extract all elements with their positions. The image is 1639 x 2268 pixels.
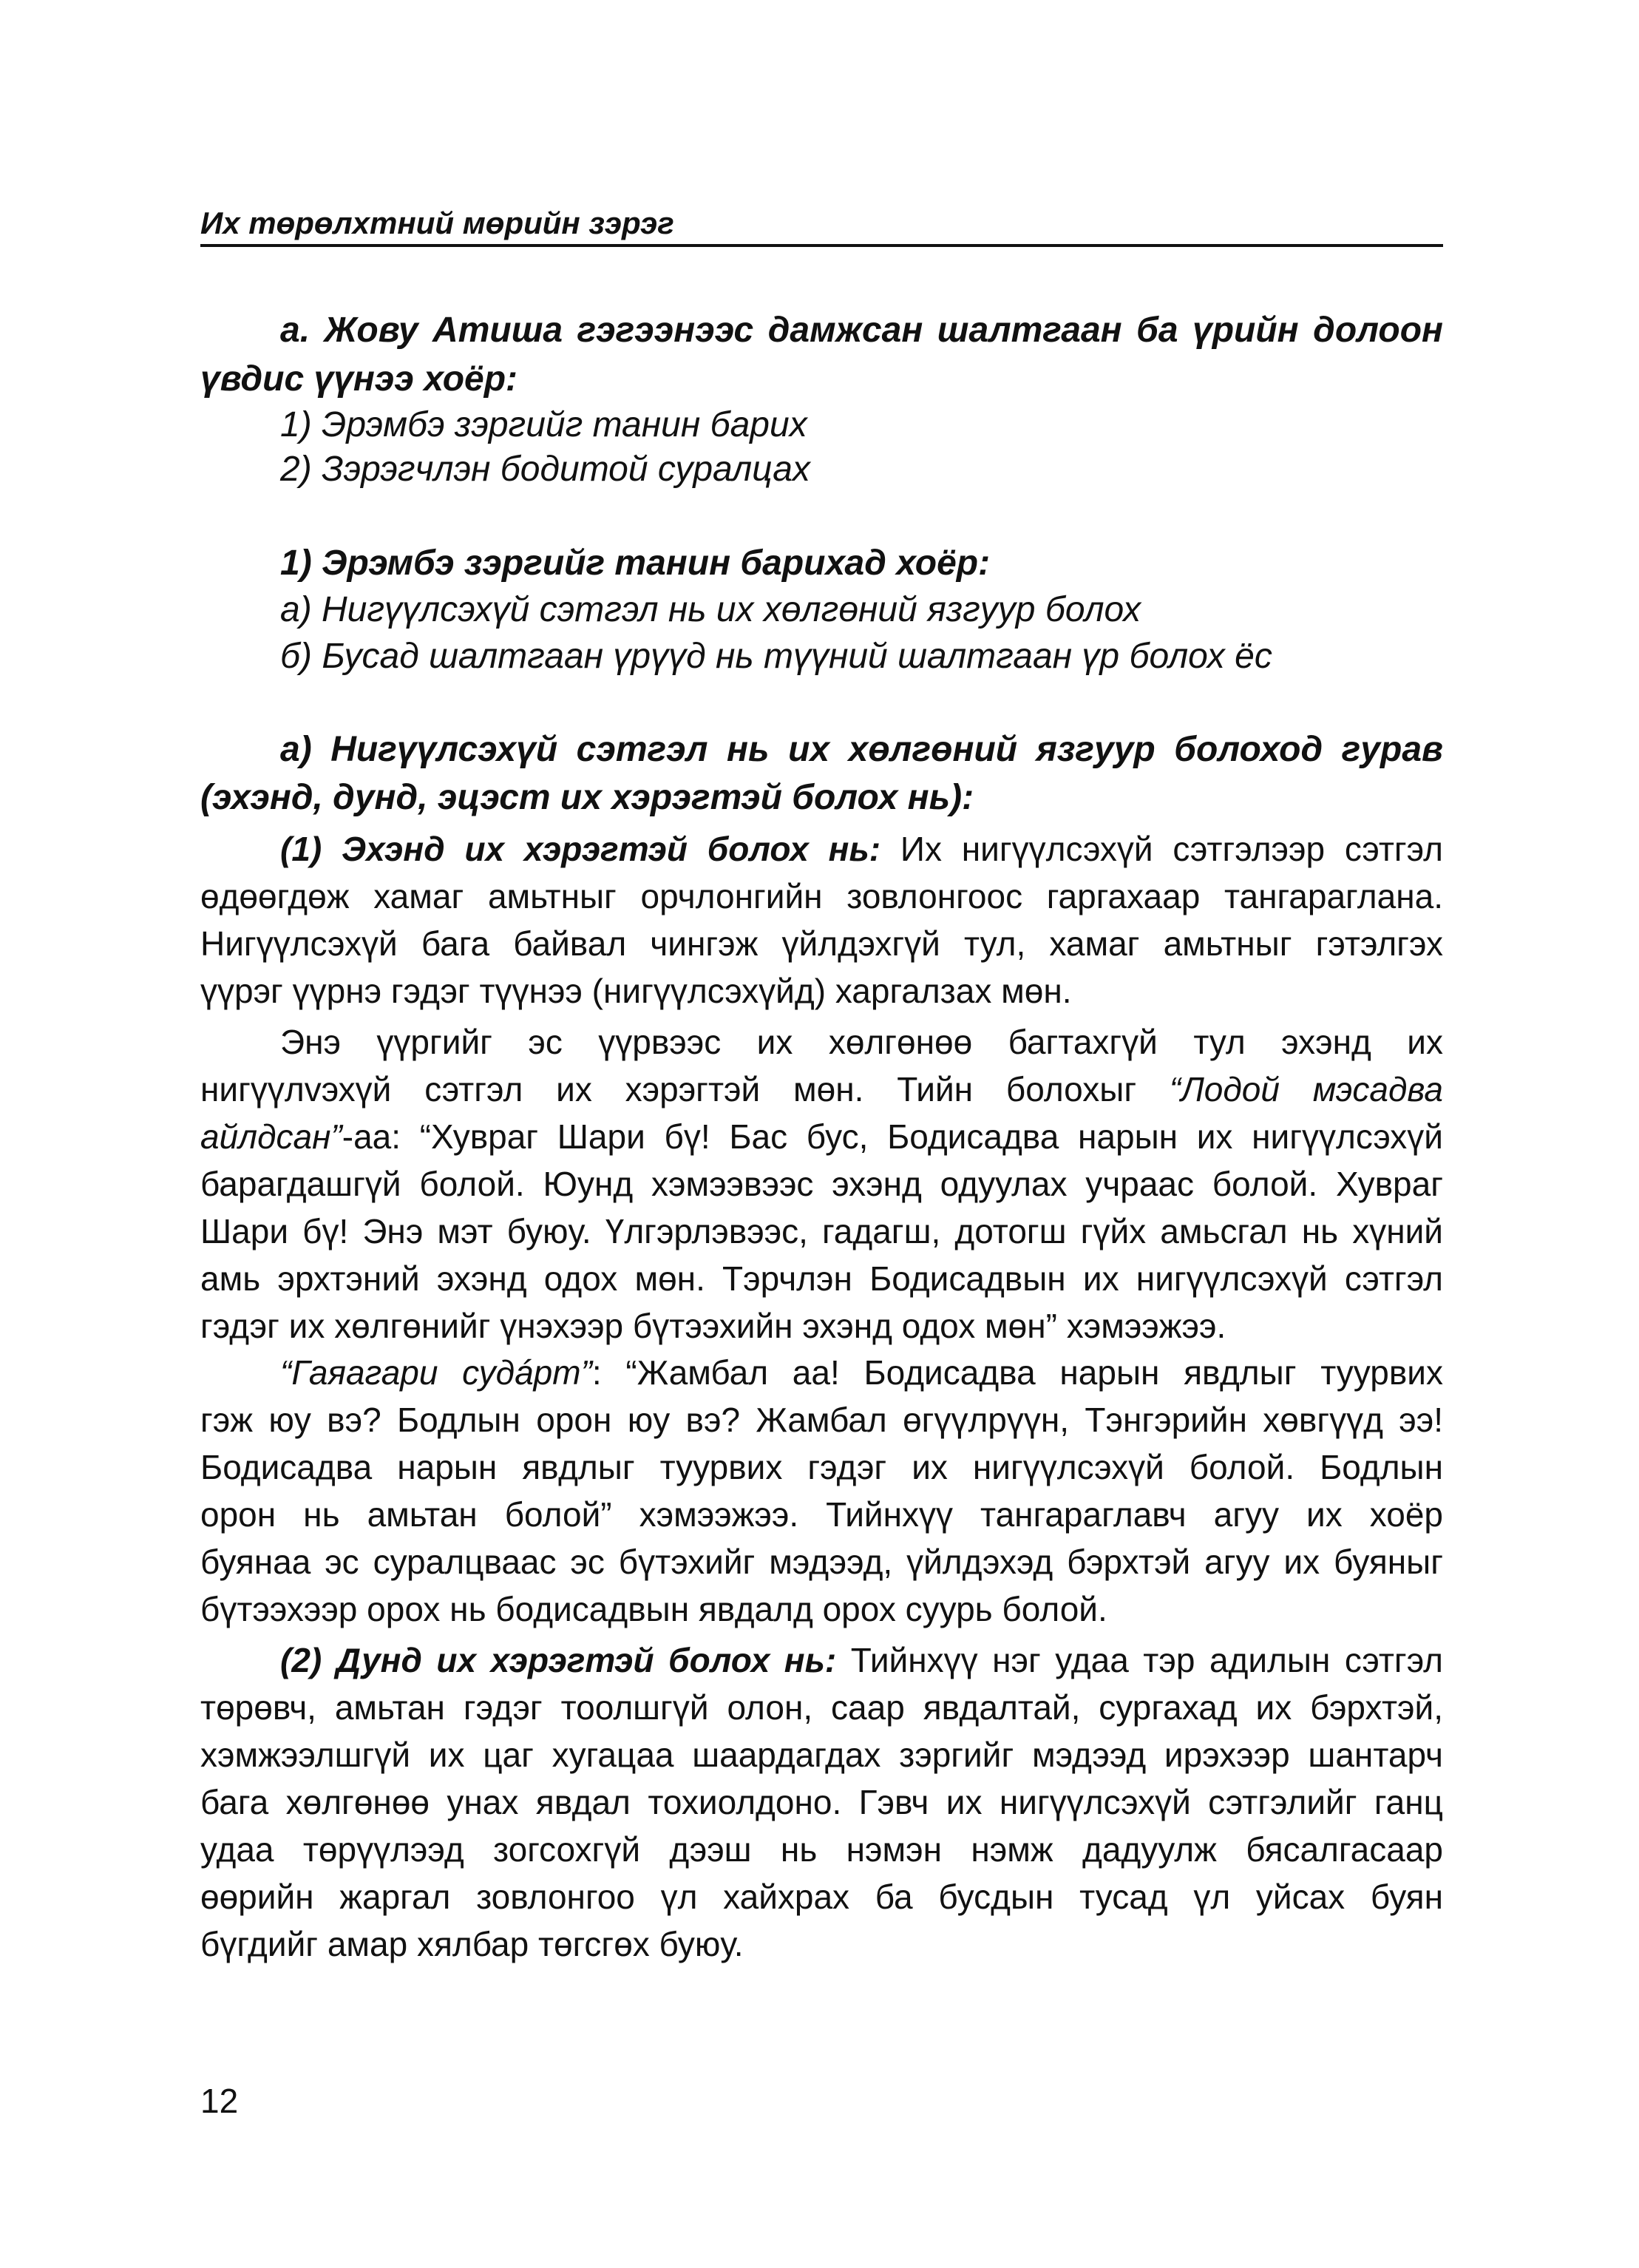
paragraph-line: гэж юу вэ? Бодлын орон юу вэ? Жамбал өгүүлрүүн, Тэнгэрийн хөвгүүд ээ!	[200, 1401, 1443, 1439]
paragraph-line: Бодисадва нарын явдлыг туурвих гэдэг их нигүүлсэхүй болой. Бодлын	[200, 1448, 1443, 1486]
citation-title: айлдсан”	[200, 1117, 342, 1156]
paragraph-line: төрөвч, амьтан гэдэг тоолшгүй олон, саар явдалтай, сургахад их бэрхтэй,	[200, 1688, 1443, 1727]
heading-line: (эхэнд, дунд, эцэст их хэрэгтэй болох нь):	[200, 778, 974, 817]
paragraph-line: Энэ үүргийг эс үүрвээс их хөлгөнөө багтахгүй тул эхэнд их	[280, 1023, 1443, 1061]
list-item: 1) Эрэмбэ зэргийг танин барих	[280, 405, 807, 444]
subsection-1	[200, 540, 1443, 680]
paragraph-line: Нигүүлсэхүй бага байвал чингэж үйлдэхгүй тул, хамаг амьтныг гэтэлгэх	[200, 924, 1443, 963]
paragraph-line: амь эрхтэний эхэнд одох мөн. Тэрчлэн Бодисадвын их нигүүлсэхүй сэтгэл	[200, 1259, 1443, 1298]
citation-title: “Лодой мэсадва	[1169, 1070, 1443, 1108]
paragraph-line: Шари бү! Энэ мэт буюу. Үлгэрлэвээс, гадагш, дотогш гүйх амьсгал нь хүний	[200, 1212, 1443, 1250]
paragraph-line	[200, 1066, 1443, 1113]
line-text: нигүүлvэхүй сэтгэл их хэрэгтэй мөн. Тийн болохыг	[200, 1070, 1137, 1108]
paragraph-line: бага хөлгөнөө унах явдал тохиолдоно. Гэвч их нигүүлсэхүй сэтгэлийг ганц	[200, 1783, 1443, 1821]
paragraph	[200, 1349, 1443, 1633]
running-head: Их төрөлхтний мөрийн зэрэг	[200, 206, 674, 240]
paragraph	[200, 1636, 1443, 1968]
paragraph-line: үүрэг үүрнэ гэдэг түүнээ (нигүүлсэхүйд) харгалзах мөн.	[200, 972, 1072, 1010]
paragraph-line: бүгдийг амар хялбар төгсгөх буюу.	[200, 1925, 744, 1963]
paragraph-line	[200, 1636, 1443, 1684]
paragraph-line: өөрийн жаргал зовлонгоо үл хайхрах ба бусдын тусад үл уйсах буян	[200, 1878, 1443, 1916]
heading-line: а. Жову Атиша гэгээнээс дамжсан шалтгаан ба үрийн долоон	[280, 311, 1443, 350]
heading-line: үвдис үүнээ хоёр:	[200, 359, 518, 399]
paragraph-line: өдөөгдөж хамаг амьтныг орчлонгийн зовлонгоос гаргахаар тангараглана.	[200, 877, 1443, 915]
subsection-heading: 1) Эрэмбэ зэргийг танин барихад хоёр:	[280, 544, 991, 583]
section-heading-a	[200, 306, 1443, 404]
paragraph-line: бүтээхээр орох нь бодисадвын явдалд орох суурь болой.	[200, 1590, 1107, 1628]
list-item: а) Нигүүлсэхүй сэтгэл нь их хөлгөний язгуур болох	[280, 590, 1141, 629]
paragraph-line	[200, 1349, 1443, 1396]
paragraph-line: барагдашгүй болой. Юунд хэмээвээс эхэнд одуулах учраас болой. Хувраг	[200, 1165, 1443, 1203]
list-item: б) Бусад шалтгаан үрүүд нь түүний шалтгаан үр болох ёс	[280, 637, 1272, 676]
run-in-heading: (1) Эхэнд их хэрэгтэй болох нь:	[280, 830, 881, 868]
subsection-a-heading	[200, 725, 1443, 822]
paragraph-line: хэмжээлшгүй их цаг хугацаа шаардагдах зэргийг мэдээд ирэхээр шантарч	[200, 1736, 1443, 1774]
paragraph	[200, 1018, 1443, 1350]
list-item: 2) Зэрэгчлэн бодитой суралцах	[280, 450, 810, 489]
paragraph-line	[200, 825, 1443, 873]
header-rule	[200, 244, 1443, 247]
line-text: Их нигүүлсэхүй сэтгэлээр сэтгэл	[900, 830, 1443, 868]
section-a-list	[200, 403, 1443, 492]
line-text: -аа: “Хувраг Шари бү! Бас бус, Бодисадва нарын их нигүүлсэхүй	[342, 1117, 1443, 1156]
paragraph-line: орон нь амьтан болой” хэмээжээ. Тийнхүү тангараглавч агуу их хоёр	[200, 1495, 1443, 1534]
page-number: 12	[200, 2082, 239, 2120]
line-text: Тийнхүү нэг удаа тэр адилын сэтгэл	[850, 1641, 1443, 1679]
run-in-heading: (2) Дунд их хэрэгтэй болох нь:	[280, 1641, 837, 1679]
line-text: : “Жамбал аа! Бодисадва нарын явдлыг туурвих	[591, 1353, 1443, 1392]
paragraph-line: буянаа эс суралцваас эс бүтэхийг мэдээд, үйлдэхэд бэрхтэй агуу их буяныг	[200, 1543, 1443, 1581]
paragraph-line	[200, 1113, 1443, 1160]
heading-line: а) Нигүүлсэхүй сэтгэл нь их хөлгөний язгуур болоход гурав	[280, 730, 1443, 769]
paragraph-line: гэдэг их хөлгөнийг үнэхээр бүтээхийн эхэнд одох мөн” хэмээжээ.	[200, 1307, 1226, 1345]
paragraph-line: удаа төрүүлээд зогсохгүй дээш нь нэмэн нэмж дадуулж бясалгасаар	[200, 1830, 1443, 1869]
paragraph	[200, 825, 1443, 1015]
citation-title: “Гаяагари судáрт”	[280, 1353, 592, 1392]
